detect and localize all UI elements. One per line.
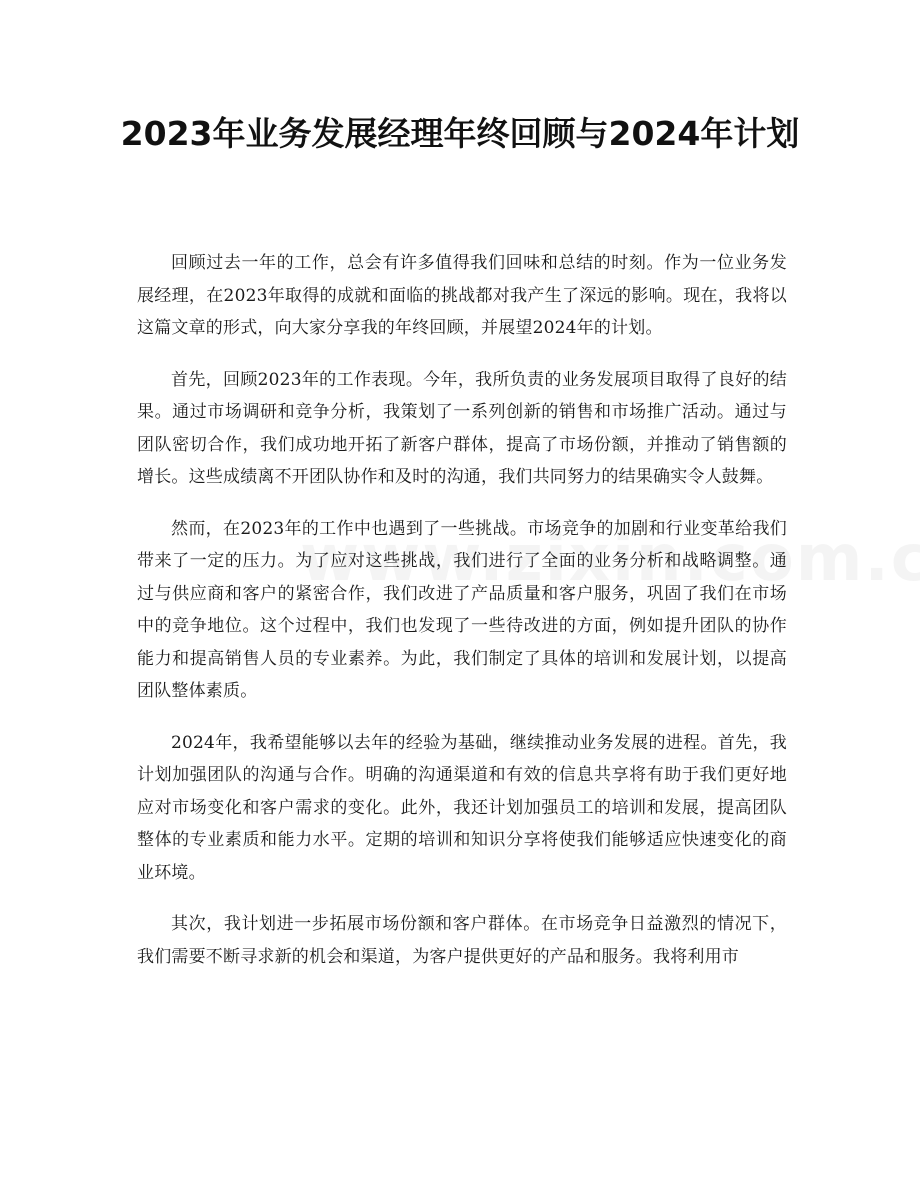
paragraph-2024-plan-team: 2024年，我希望能够以去年的经验为基础，继续推动业务发展的进程。首先，我计划加强团队的沟通与合作。明确的沟通渠道和有效的信息共享将有助于我们更好地应对市场变化和客户需求的变化。此外，我还计划加强员工的培训和发展，提高团队整体的专业素质和能力水平。定期的培训和知识分享将使我们能够适应快速变化的商业环境。 [137, 732, 787, 883]
paragraph-2023-challenges: 然而，在2023年的工作中也遇到了一些挑战。市场竞争的加剧和行业变革给我们带来了一定的压力。为了应对这些挑战，我们进行了全面的业务分析和战略调整。通过与供应商和客户的紧密合作，我们改进了产品质量和客户服务，巩固了我们在市场中的竞争地位。这个过程中，我们也发现了一些待改进的方面，例如提升团队的协作能力和提高销售人员的专业素养。为此，我们制定了具体的培训和发展计划，以提高团队整体素质。 [137, 518, 787, 701]
paragraph-2024-plan-market: 其次，我计划进一步拓展市场份额和客户群体。在市场竞争日益激烈的情况下，我们需要不断寻求新的机会和渠道，为客户提供更好的产品和服务。我将利用市 [137, 914, 787, 967]
document-title: 2023年业务发展经理年终回顾与2024年计划 [120, 114, 800, 153]
document-body [137, 247, 787, 992]
paragraph-intro: 回顾过去一年的工作，总会有许多值得我们回味和总结的时刻。作为一位业务发展经理，在2023年取得的成就和面临的挑战都对我产生了深远的影响。现在，我将以这篇文章的形式，向大家分享我的年终回顾，并展望2024年的计划。 [137, 253, 787, 338]
paragraph-2023-performance: 首先，回顾2023年的工作表现。今年，我所负责的业务发展项目取得了良好的结果。通过市场调研和竞争分析，我策划了一系列创新的销售和市场推广活动。通过与团队密切合作，我们成功地开拓了新客户群体，提高了市场份额，并推动了销售额的增长。这些成绩离不开团队协作和及时的沟通，我们共同努力的结果确实令人鼓舞。 [137, 369, 787, 487]
